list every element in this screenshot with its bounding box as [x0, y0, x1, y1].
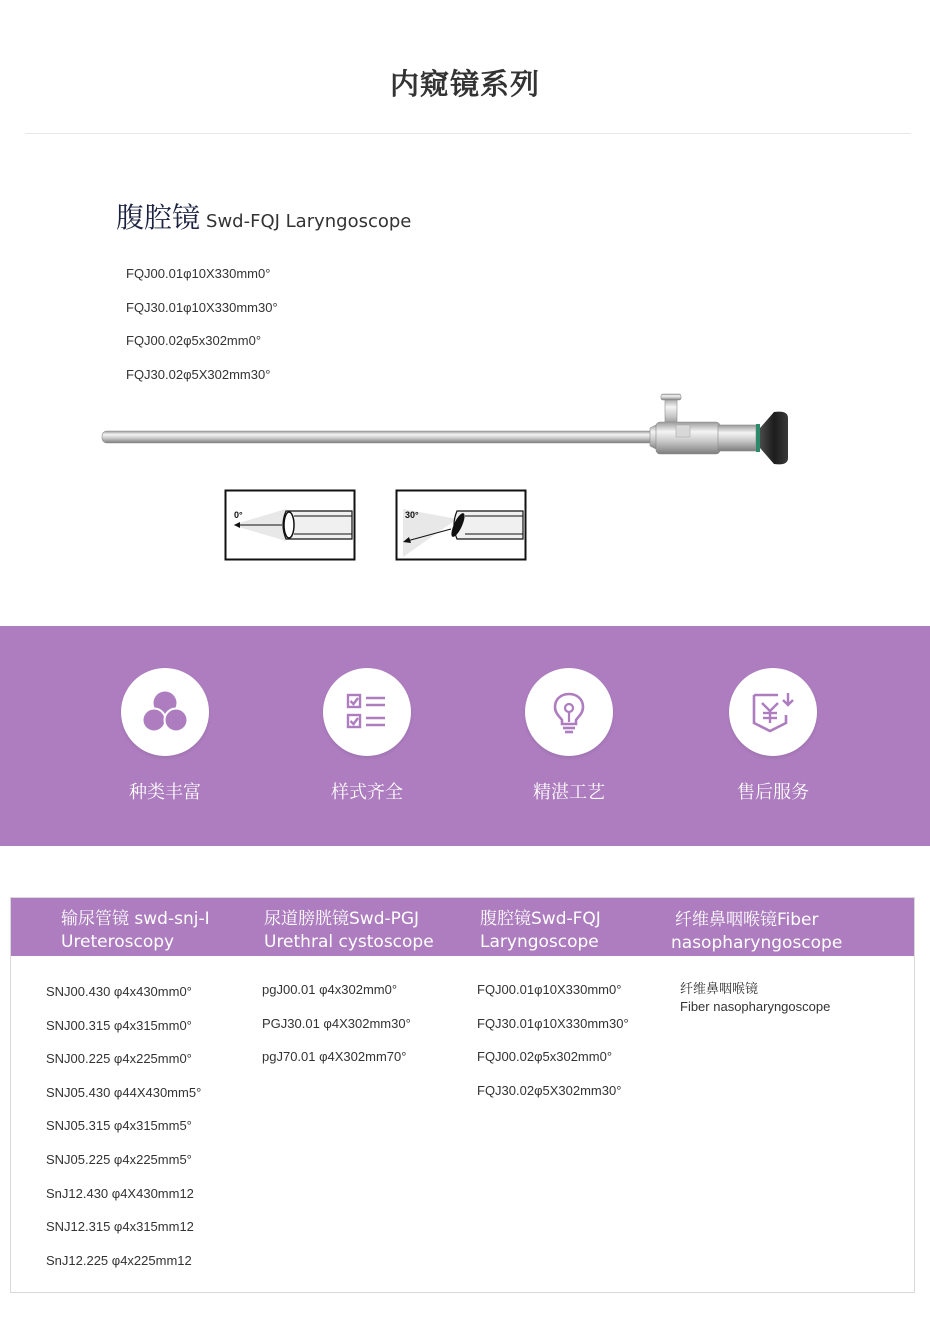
cystoscope-list: [262, 982, 411, 1083]
col-header-laryngoscope: 腹腔镜Swd-FQJ Laryngoscope: [480, 909, 601, 952]
feature-label: 精湛工艺: [533, 782, 605, 803]
list-item: SNJ00.430 φ4x430mm0°: [46, 984, 192, 999]
feature-service: [708, 668, 838, 804]
feature-craft: [504, 668, 634, 804]
spec-item: FQJ00.01φ10X330mm0°: [126, 266, 271, 281]
list-item: SnJ12.225 φ4x225mm12: [46, 1252, 192, 1268]
table-header: [11, 898, 914, 956]
list-item: FQJ30.01φ10X330mm30°: [477, 1015, 629, 1031]
list-item: pgJ70.01 φ4X302mm70°: [262, 1049, 407, 1065]
list-item: SNJ00.315 φ4x315mm0°: [46, 1017, 192, 1033]
features-band: [0, 626, 930, 846]
three-circles-icon: [121, 668, 209, 756]
catalog-table: [10, 897, 915, 1293]
angle-0-diagram: [224, 489, 356, 561]
list-item: SNJ00.225 φ4x225mm0°: [46, 1051, 192, 1067]
list-item: PGJ30.01 φ4X302mm30°: [262, 1015, 411, 1031]
feature-variety: [100, 668, 230, 804]
nasopharyngoscope-note: 纤维鼻咽喉镜 Fiber nasopharyngoscope: [680, 981, 831, 1014]
list-item: SNJ05.430 φ44X430mm5°: [46, 1084, 202, 1100]
feature-styles: [302, 668, 432, 804]
product-spec-list: [126, 266, 278, 401]
col-header-nasopharyngoscope: 纤维鼻咽喉镜Fiber nasopharyngoscope: [671, 910, 843, 953]
list-item: SNJ05.225 φ4x225mm5°: [46, 1151, 192, 1167]
ureteroscopy-list: [46, 984, 201, 1286]
spec-item: FQJ30.02φ5X302mm30°: [126, 367, 271, 383]
list-item: FQJ30.02φ5X302mm30°: [477, 1082, 622, 1098]
list-item: FQJ00.01φ10X330mm0°: [477, 982, 622, 997]
list-item: FQJ00.02φ5x302mm0°: [477, 1049, 613, 1065]
product-name-en: Swd-FQJ Laryngoscope: [206, 211, 412, 232]
checklist-icon: [323, 668, 411, 756]
col-header-ureteroscopy: 输尿管镜 swd-snj-I Ureteroscopy: [61, 909, 210, 952]
list-item: SnJ12.430 φ4X430mm12: [46, 1185, 194, 1201]
angle-30-diagram: [395, 489, 527, 561]
title-divider: [25, 133, 911, 134]
product-heading: [116, 196, 411, 236]
feature-label: 样式齐全: [331, 782, 403, 803]
list-item: SNJ05.315 φ4x315mm5°: [46, 1118, 192, 1134]
feature-label: 售后服务: [737, 782, 809, 803]
spec-item: FQJ00.02φ5x302mm0°: [126, 333, 262, 349]
product-name-cn: 腹腔镜: [116, 201, 201, 234]
list-item: SNJ12.315 φ4x315mm12: [46, 1219, 194, 1235]
lightbulb-icon: [525, 668, 613, 756]
page-title: 内窥镜系列: [389, 67, 540, 101]
angle-0-label: 0°: [234, 510, 243, 520]
yen-shield-icon: [729, 668, 817, 756]
feature-label: 种类丰富: [129, 782, 201, 803]
col-header-cystoscope: 尿道膀胱镜Swd-PGJ Urethral cystoscope: [264, 909, 434, 952]
laryngoscope-list: [477, 982, 629, 1116]
endoscope-image: [98, 388, 798, 470]
list-item: pgJ00.01 φ4x302mm0°: [262, 982, 398, 997]
angle-30-label: 30°: [405, 510, 419, 520]
spec-item: FQJ30.01φ10X330mm30°: [126, 299, 278, 315]
